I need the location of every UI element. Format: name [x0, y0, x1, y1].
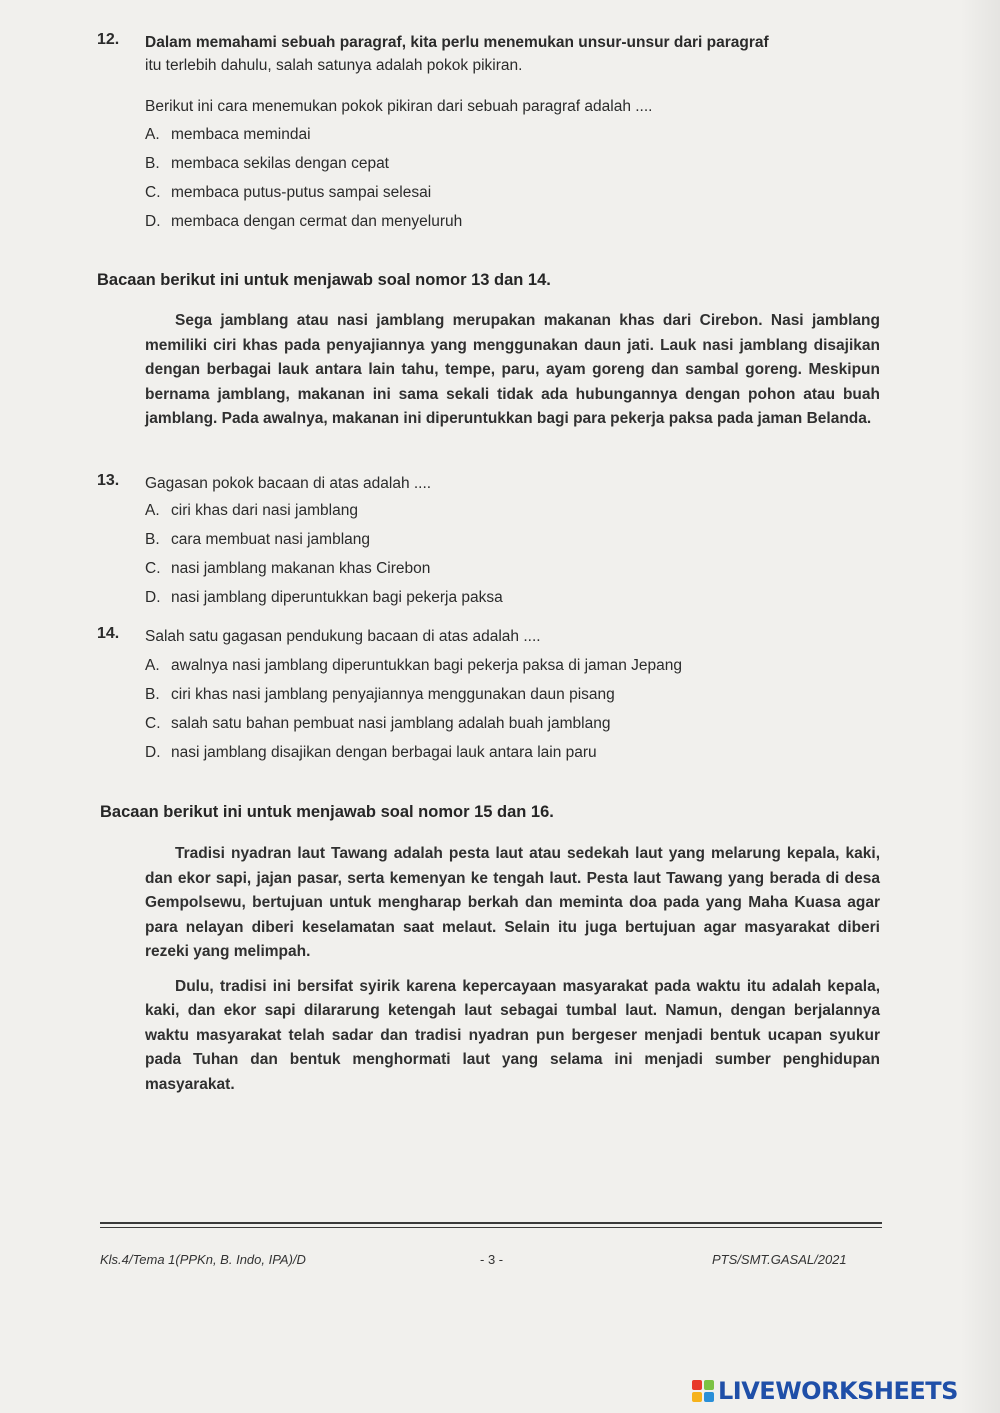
option-letter: C. — [145, 715, 161, 732]
option-letter: B. — [145, 686, 160, 703]
question-stem-line: Dalam memahami sebuah paragraf, kita perlu menemukan unsur-unsur dari paragraf — [145, 34, 769, 51]
option-text: membaca putus-putus sampai selesai — [171, 184, 432, 201]
option-letter: D. — [145, 589, 161, 606]
option-text: ciri khas nasi jamblang penyajiannya menggunakan daun pisang — [171, 686, 615, 703]
option-text: salah satu bahan pembuat nasi jamblang adalah buah jamblang — [171, 715, 611, 732]
footer-rule — [100, 1222, 882, 1224]
footer-rule — [100, 1227, 882, 1228]
passage-paragraph: Sega jamblang atau nasi jamblang merupakan makanan khas dari Cirebon. Nasi jamblang memiliki ciri khas pada penyajiannya yang menggunakan daun jati. Lauk nasi jamblang disajikan dengan berbagai lauk antara lain tahu, tempe, paru, ayam goreng dan sambal goreng. Meskipun bernama jamblang, makanan ini sama sekali tidak ada hubungannya dengan pohon atau buah jamblang. Pada awalnya, makanan ini diperuntukkan bagi para pekerja paksa pada jaman Belanda. — [145, 312, 880, 427]
option-a[interactable] — [145, 120, 462, 149]
liveworksheets-logo-icon — [692, 1380, 714, 1402]
reading-passage — [145, 842, 880, 1097]
option-letter: B. — [145, 531, 160, 548]
option-text: membaca memindai — [171, 126, 311, 143]
option-c[interactable] — [145, 709, 682, 738]
question-number: 12. — [97, 31, 120, 48]
reading-heading: Bacaan berikut ini untuk menjawab soal nomor 13 dan 14. — [97, 271, 551, 289]
option-text: nasi jamblang disajikan dengan berbagai lauk antara lain paru — [171, 744, 597, 761]
option-letter: A. — [145, 502, 160, 519]
option-text: awalnya nasi jamblang diperuntukkan bagi pekerja paksa di jaman Jepang — [171, 657, 682, 674]
question-stem: Gagasan pokok bacaan di atas adalah .... — [145, 475, 432, 492]
scan-edge-shadow — [960, 0, 1000, 1413]
reading-heading: Bacaan berikut ini untuk menjawab soal nomor 15 dan 16. — [100, 803, 554, 821]
answer-options — [145, 651, 682, 767]
answer-options — [145, 120, 462, 236]
option-text: nasi jamblang diperuntukkan bagi pekerja paksa — [171, 589, 503, 606]
footer-right: PTS/SMT.GASAL/2021 — [712, 1252, 847, 1267]
option-text: ciri khas dari nasi jamblang — [171, 502, 358, 519]
option-d[interactable] — [145, 583, 503, 612]
option-c[interactable] — [145, 554, 503, 583]
answer-options — [145, 496, 503, 612]
option-text: cara membuat nasi jamblang — [171, 531, 371, 548]
option-c[interactable] — [145, 178, 462, 207]
question-stem: Salah satu gagasan pendukung bacaan di atas adalah .... — [145, 628, 541, 645]
option-letter: C. — [145, 184, 161, 201]
option-b[interactable] — [145, 525, 503, 554]
option-letter: A. — [145, 657, 160, 674]
liveworksheets-watermark — [692, 1376, 958, 1406]
option-letter: D. — [145, 213, 161, 230]
option-letter: D. — [145, 744, 161, 761]
passage-paragraph: Dulu, tradisi ini bersifat syirik karena kepercayaan masyarakat pada waktu itu adalah kepala, kaki, dan ekor sapi dilararung ketengah laut sebagai tumbal laut. Namun, dengan berjalannya waktu masyarakat telah sadar dan tradisi nyadran pun bergeser menjadi bentuk ucapan syukur pada Tuhan dan bentuk menghormati laut yang selama ini menjadi sumber penghidupan masyarakat. — [145, 977, 880, 1093]
page-number: - 3 - — [480, 1252, 504, 1267]
option-text: membaca dengan cermat dan menyeluruh — [171, 213, 463, 230]
option-a[interactable] — [145, 496, 503, 525]
option-d[interactable] — [145, 207, 462, 236]
option-letter: A. — [145, 126, 160, 143]
option-b[interactable] — [145, 680, 682, 709]
question-stem — [145, 31, 885, 77]
option-d[interactable] — [145, 738, 682, 767]
option-letter: C. — [145, 560, 161, 577]
question-number: 14. — [97, 625, 120, 642]
option-a[interactable] — [145, 651, 682, 680]
reading-passage — [145, 309, 880, 432]
watermark-text: LIVEWORKSHEETS — [718, 1377, 958, 1405]
question-prompt: Berikut ini cara menemukan pokok pikiran dari sebuah paragraf adalah .... — [145, 98, 653, 115]
question-number: 13. — [97, 472, 120, 489]
option-b[interactable] — [145, 149, 462, 178]
question-stem-line: itu terlebih dahulu, salah satunya adalah pokok pikiran. — [145, 57, 523, 74]
option-text: membaca sekilas dengan cepat — [171, 155, 389, 172]
option-text: nasi jamblang makanan khas Cirebon — [171, 560, 431, 577]
option-letter: B. — [145, 155, 160, 172]
footer-left: Kls.4/Tema 1(PPKn, B. Indo, IPA)/D — [100, 1252, 306, 1267]
passage-paragraph: Tradisi nyadran laut Tawang adalah pesta laut atau sedekah laut yang melarung kepala, kaki, dan ekor sapi, jajan pasar, serta kemenyan ke tengah laut. Pesta laut Tawang yang berada di desa Gempolsewu, bertujuan untuk mengharap berkah dan meminta doa pada yang Maha Kuasa agar para nelayan diberi keselamatan saat melaut. Selain itu juga bertujuan agar masyarakat diberi rezeki yang melimpah. — [145, 845, 880, 960]
